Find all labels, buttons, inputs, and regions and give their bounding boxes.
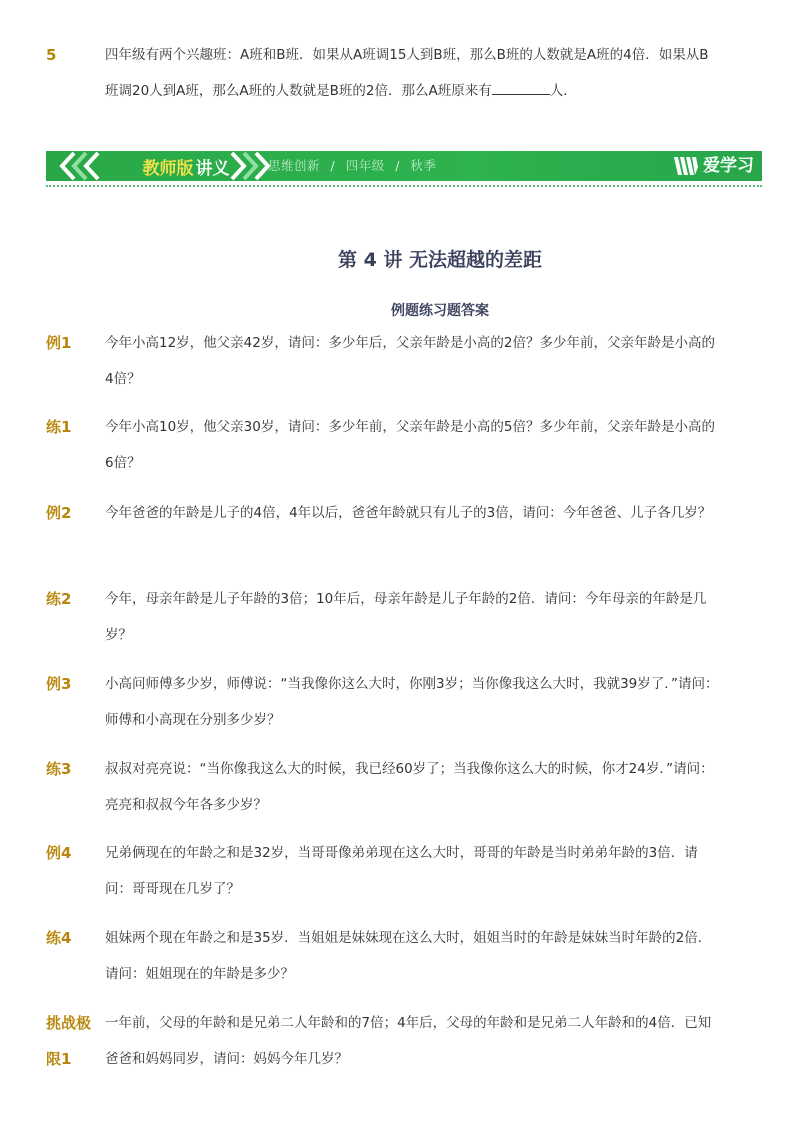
brand-logo [673, 151, 754, 181]
left-chevrons-icon [52, 147, 112, 187]
logo-text: 爱学习 [703, 156, 754, 176]
answer-blank [492, 82, 550, 95]
problem-text-after: 人． [549, 83, 577, 99]
crumb-separator: / [330, 158, 336, 173]
section-title: 例题练习题答案 [391, 303, 489, 319]
problem-text: 叔叔对亮亮说：“当你像我这么大的时候，我已经60岁了；当我像你这么大的时候，你才24岁．”请问：亮亮和叔叔今年各多少岁？ [105, 761, 714, 813]
problem-text: 一年前，父母的年龄和是兄弟二人年龄和的7倍；4年后，父母的年龄和是兄弟二人年龄和的4倍．已知爸爸和妈妈同岁，请问：妈妈今年几岁？ [105, 1015, 712, 1067]
crumb-grade: 四年级 [345, 158, 385, 173]
problem-text: 今年小高10岁，他父亲30岁，请问：多少年前，父亲年龄是小高的5倍？多少年前，父亲年龄是小高的6倍？ [105, 419, 715, 471]
problem-label: 练4 [46, 929, 72, 947]
problem-number: 5 [46, 46, 57, 64]
problem-text-before: 四年级有两个兴趣班：A班和B班．如果从A班调15人到B班，那么B班的人数就是A班的4倍．如果从B班调20人到A班，那么A班的人数就是B班的2倍．那么A班原来有 [105, 47, 709, 99]
chapter-title: 第 4 讲 无法超越的差距 [337, 249, 543, 271]
handout-banner [46, 147, 762, 187]
problem-text: 兄弟俩现在的年龄之和是32岁，当哥哥像弟弟现在这么大时，哥哥的年龄是当时弟弟年龄的3倍．请问：哥哥现在几岁了？ [105, 845, 698, 897]
problem-text [105, 37, 720, 109]
badge-part1: 教师版 [142, 158, 194, 179]
problem-label: 例2 [46, 504, 72, 522]
problem-label: 练1 [46, 418, 72, 436]
problem-label: 例3 [46, 675, 72, 693]
crumb-subject: 思维创新 [268, 158, 321, 173]
problem-label: 例4 [46, 844, 72, 862]
problem-text: 姐妹两个现在年龄之和是35岁．当姐姐是妹妹现在这么大时，姐姐当时的年龄是妹妹当时年龄的2倍．请问：姐姐现在的年龄是多少？ [105, 930, 712, 982]
banner-divider [46, 185, 762, 187]
problem-text: 今年，母亲年龄是儿子年龄的3倍；10年后，母亲年龄是儿子年龄的2倍．请问：今年母亲的年龄是几岁？ [105, 591, 707, 643]
problem-label: 挑战极限1 [46, 1014, 92, 1068]
problem-label: 练2 [46, 590, 72, 608]
crumb-term: 秋季 [410, 158, 437, 173]
problem-label: 练3 [46, 760, 72, 778]
problem-text: 今年小高12岁，他父亲42岁，请问：多少年后，父亲年龄是小高的2倍？多少年前，父亲年龄是小高的4倍？ [105, 335, 715, 387]
breadcrumb [268, 151, 442, 181]
problem-text: 小高问师傅多少岁，师傅说：“当我像你这么大时，你刚3岁；当你像我这么大时，我就39岁了．”请问：师傅和小高现在分别多少岁？ [105, 676, 719, 728]
problem-label: 例1 [46, 334, 72, 352]
crumb-separator: / [395, 158, 400, 173]
problem-text: 今年爸爸的年龄是儿子的4倍，4年以后，爸爸年龄就只有儿子的3倍，请问：今年爸爸、儿子各几岁？ [105, 505, 712, 521]
book-stripes-icon [673, 155, 699, 177]
badge-part2: 讲义 [195, 158, 230, 179]
